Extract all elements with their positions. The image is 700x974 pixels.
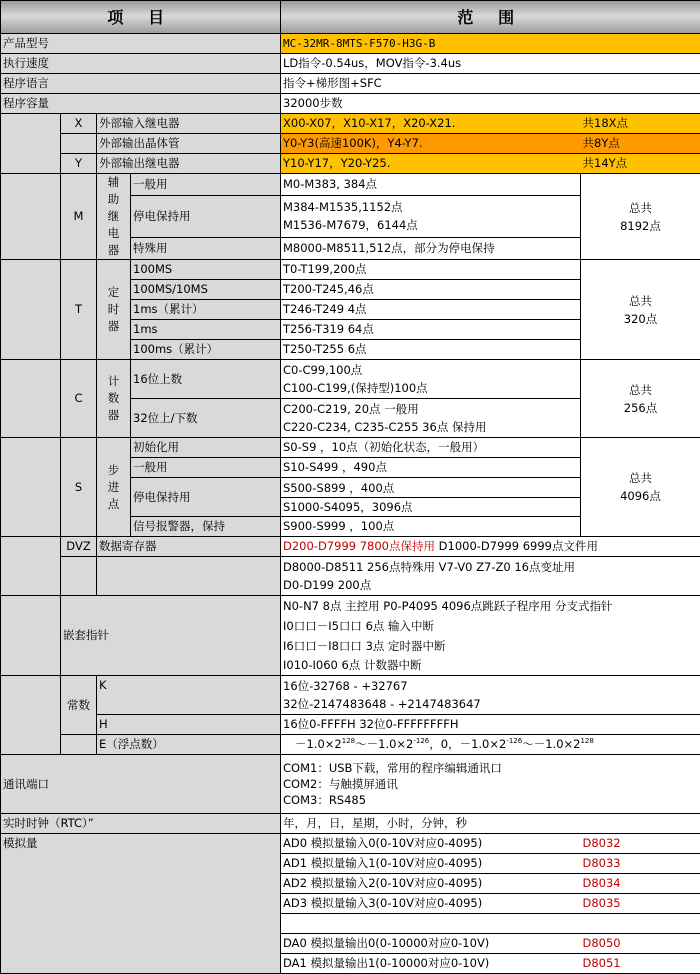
value-s-3: S900-S999 ，100点 [281, 517, 581, 537]
analog-value-0: AD0 模拟量输入0(0-10V对应0-4095) [281, 834, 581, 854]
total-t: 总共 320点 [581, 260, 700, 360]
analog-value-1: AD1 模拟量输入1(0-10V对应0-4095) [281, 854, 581, 874]
row-com [1, 755, 700, 814]
analog-reg-0: D8032 [581, 834, 700, 854]
analog-reg-1: D8033 [581, 854, 700, 874]
label-s-1: 一般用 [131, 458, 281, 478]
row-analog-1 [1, 854, 700, 874]
label-k: K [97, 676, 281, 715]
row-lang [1, 74, 700, 94]
label-speed: 执行速度 [1, 54, 281, 74]
row-d-1 [1, 557, 700, 596]
row-t-0 [1, 260, 700, 280]
label-m-0: 一般用 [131, 174, 281, 196]
value-cap: 32000步数 [281, 94, 700, 114]
value-model: MC-32MR-8MTS-F570-H3G-B [281, 34, 700, 54]
value-s-1: S10-S499 ，490点 [281, 458, 581, 478]
header-item: 项 目 [1, 1, 281, 34]
label-k-group: 常数 [61, 676, 97, 735]
value-s-2: S500-S899 ，400点 S1000-S4095，3096点 [281, 478, 581, 517]
label-c-1: 32位上/下数 [131, 399, 281, 438]
label-lang: 程序语言 [1, 74, 281, 94]
row-k [1, 676, 700, 715]
table-header [1, 1, 700, 34]
total-m: 总共 8192点 [581, 174, 700, 260]
label-t-3: 1ms [131, 320, 281, 340]
label-s-0: 初始化用 [131, 438, 281, 458]
value-h: 16位0-FFFFH 32位0-FFFFFFFFH [281, 715, 700, 735]
value-k: 16位-32768 - +32767 32位-2147483648 - +2147483647 [281, 676, 700, 715]
total-y2: 共14Y点 [581, 154, 700, 174]
value-m-2: M8000-M8511,512点，部分为停电保持 [281, 238, 581, 260]
value-s-0: S0-S9 ，10点（初始化状态，一般用） [281, 438, 581, 458]
row-d-0 [1, 537, 700, 557]
value-y1: Y0-Y3(高速100K)，Y4-Y7. [281, 134, 581, 154]
value-t-4: T250-T255 6点 [281, 340, 581, 360]
value-t-0: T0-T199,200点 [281, 260, 581, 280]
total-c: 总共 256点 [581, 360, 700, 438]
row-y2 [1, 154, 700, 174]
analog-value-3: AD3 模拟量输入3(0-10V对应0-4095) [281, 894, 581, 914]
label-m-1: 停电保持用 [131, 195, 281, 237]
group-c: 计数器 [97, 360, 131, 438]
row-h [1, 715, 700, 735]
label-model: 产品型号 [1, 34, 281, 54]
label-cap: 程序容量 [1, 94, 281, 114]
row-rtc [1, 814, 700, 834]
code-y1-blank [61, 134, 97, 154]
label-analog: 模拟量 [1, 834, 281, 854]
row-analog-0 [1, 834, 700, 854]
total-s: 总共 4096点 [581, 438, 700, 537]
label-rtc: 实时时钟（RTC）” [1, 814, 281, 834]
value-c-0: C0-C99,100点 C100-C199,(保持型)100点 [281, 360, 581, 399]
label-t-1: 100MS/10MS [131, 280, 281, 300]
row-s-0 [1, 438, 700, 458]
row-c-0 [1, 360, 700, 399]
row-e [1, 735, 700, 755]
code-d: DVZ [61, 537, 97, 557]
label-t-2: 1ms（累计） [131, 300, 281, 320]
value-e: $-1.0\times 2^{128}\sim-1.0\times 2^{-126}$，0，$-1.0\times 2^{-126}\sim-1.0\times 2^{128}$ [281, 735, 700, 755]
label-y2: 外部输出继电器 [97, 154, 281, 174]
label-d: 数据寄存器 [97, 537, 281, 557]
analog-value-5: DA0 模拟量输出0(0-10000对应0-10V) [281, 934, 581, 954]
code-m: M [61, 174, 97, 260]
value-p: N0-N7 8点 主控用 P0-P4095 4096点跳跃子程序用 分支式指针 I0口口－I5口口 6点 输入中断 I6口口－I8口口 3点 定时器中断 I010-I060 6点 计数器中断 [281, 596, 700, 676]
group-s: 步进点 [97, 438, 131, 537]
code-y2: Y [61, 154, 97, 174]
label-x: 外部输入继电器 [97, 114, 281, 134]
analog-reg-5: D8050 [581, 934, 700, 954]
group-t: 定时器 [97, 260, 131, 360]
value-x: X00-X07，X10-X17，X20-X21. [281, 114, 581, 134]
io-blank [1, 114, 61, 174]
row-model [1, 34, 700, 54]
row-m-0 [1, 174, 700, 196]
label-s-2: 停电保持用 [131, 478, 281, 517]
label-h: H [97, 715, 281, 735]
value-lang: 指令+梯形图+SFC [281, 74, 700, 94]
label-e: E（浮点数） [97, 735, 281, 755]
code-s: S [61, 438, 97, 537]
total-y1: 共8Y点 [581, 134, 700, 154]
label-com: 通讯端口 [1, 755, 281, 814]
group-m: 辅助继电器 [97, 174, 131, 260]
analog-reg-6: D8051 [581, 954, 700, 974]
row-cap [1, 94, 700, 114]
value-d-2: D8000-D8511 256点特殊用 V7-V0 Z7-Z0 16点变址用 D0-D199 200点 [281, 557, 700, 596]
analog-reg-3: D8035 [581, 894, 700, 914]
total-x: 共18X点 [581, 114, 700, 134]
value-m-0: M0-M383, 384点 [281, 174, 581, 196]
value-c-1: C200-C219, 20点 一般用 C220-C234, C235-C255 36点 保持用 [281, 399, 581, 438]
row-speed [1, 54, 700, 74]
label-t-0: 100MS [131, 260, 281, 280]
label-t-4: 100ms（累计） [131, 340, 281, 360]
code-x: X [61, 114, 97, 134]
row-y1 [1, 134, 700, 154]
row-p [1, 596, 700, 676]
value-t-2: T246-T249 4点 [281, 300, 581, 320]
value-speed: LD指令-0.54us，MOV指令-3.4us [281, 54, 700, 74]
value-com: COM1：USB下载，常用的程序编辑通讯口 COM2：与触摸屏通讯 COM3：RS485 [281, 755, 700, 814]
value-y2: Y10-Y17，Y20-Y25. [281, 154, 581, 174]
label-c-0: 16位上数 [131, 360, 281, 399]
code-c: C [61, 360, 97, 438]
value-t-1: T200-T245,46点 [281, 280, 581, 300]
analog-reg-4 [581, 914, 700, 934]
label-p: 嵌套指针 [61, 596, 281, 676]
analog-value-6: DA1 模拟量输出1(0-10000对应0-10V) [281, 954, 581, 974]
analog-reg-2: D8034 [581, 874, 700, 894]
code-t: T [61, 260, 97, 360]
analog-value-2: AD2 模拟量输入2(0-10V对应0-4095) [281, 874, 581, 894]
value-rtc: 年，月，日，星期，小时，分钟，秒 [281, 814, 700, 834]
label-m-2: 特殊用 [131, 238, 281, 260]
analog-value-4 [281, 914, 581, 934]
value-d: D200-D7999 7800点保持用 D1000-D7999 6999点文件用 [281, 537, 700, 557]
header-range: 范 围 [281, 1, 700, 34]
value-t-3: T256-T319 64点 [281, 320, 581, 340]
value-m-1: M384-M1535,1152点 M1536-M7679，6144点 [281, 195, 581, 237]
row-x [1, 114, 700, 134]
label-y1: 外部输出晶体管 [97, 134, 281, 154]
label-s-3: 信号报警器，保持 [131, 517, 281, 537]
